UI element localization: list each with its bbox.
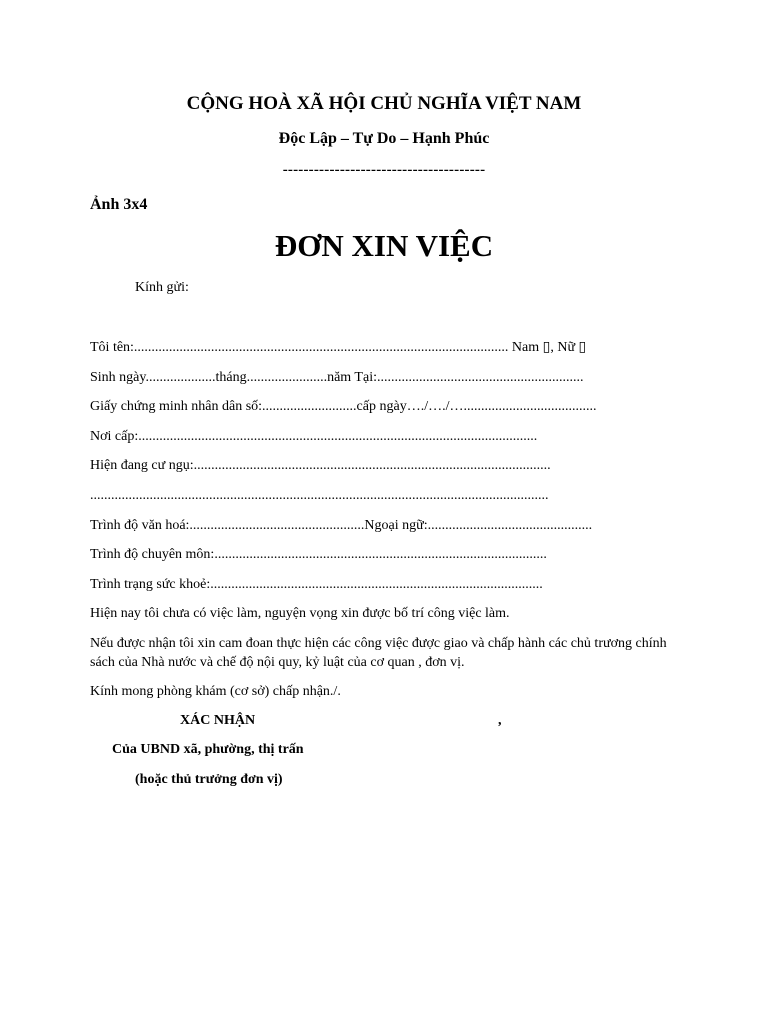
field-residence: Hiện đang cư ngụ:......................................................................................................	[90, 458, 551, 473]
header-divider: ---------------------------------------	[282, 162, 486, 178]
field-education: Trình độ văn hoá:..................................................Ngoại ngữ:...............................................	[90, 518, 593, 533]
confirmation-authority: Của UBND xã, phường, thị trấn	[112, 742, 304, 757]
document-title: ĐƠN XIN VIỆC	[274, 228, 494, 263]
greeting: Kính gửi:	[135, 280, 189, 295]
field-id-card: Giấy chứng minh nhân dân số:...........................cấp ngày…./…./…......................................	[90, 399, 597, 414]
field-professional: Trình độ chuyên môn:...............................................................................................	[90, 547, 547, 562]
field-birth: Sinh ngày....................tháng.......................năm Tại:...........................................................	[90, 370, 584, 385]
confirmation-label: XÁC NHẬN	[180, 713, 256, 728]
field-name: Tôi tên:........................................................................................................... Nam ▯, Nữ ▯	[90, 340, 587, 355]
field-issued-at: Nơi cấp:..................................................................................................................	[90, 429, 538, 444]
national-title: CỘNG HOÀ XÃ HỘI CHỦ NGHĨA VIỆT NAM	[186, 93, 582, 114]
status-paragraph: Hiện nay tôi chưa có việc làm, nguyện vọng xin được bố trí công việc làm.	[90, 606, 510, 621]
commitment-paragraph: Nếu được nhận tôi xin cam đoan thực hiện các công việc được giao và chấp hành các chủ trương chính sách của Nhà nước và chế độ nội quy, kỷ luật của cơ quan , đơn vị.	[90, 636, 667, 670]
photo-label: Ảnh 3x4	[90, 196, 148, 213]
field-residence-continued: ...................................................................................................................................	[90, 488, 549, 503]
field-health: Trình trạng sức khoẻ:...............................................................................................	[90, 577, 543, 592]
confirmation-unit-head: (hoặc thủ trưởng đơn vị)	[135, 772, 283, 787]
request-paragraph: Kính mong phòng khám (cơ sở) chấp nhận./.	[90, 684, 341, 699]
motto: Độc Lập – Tự Do – Hạnh Phúc	[278, 130, 490, 147]
date-place-comma: ,	[498, 713, 502, 728]
